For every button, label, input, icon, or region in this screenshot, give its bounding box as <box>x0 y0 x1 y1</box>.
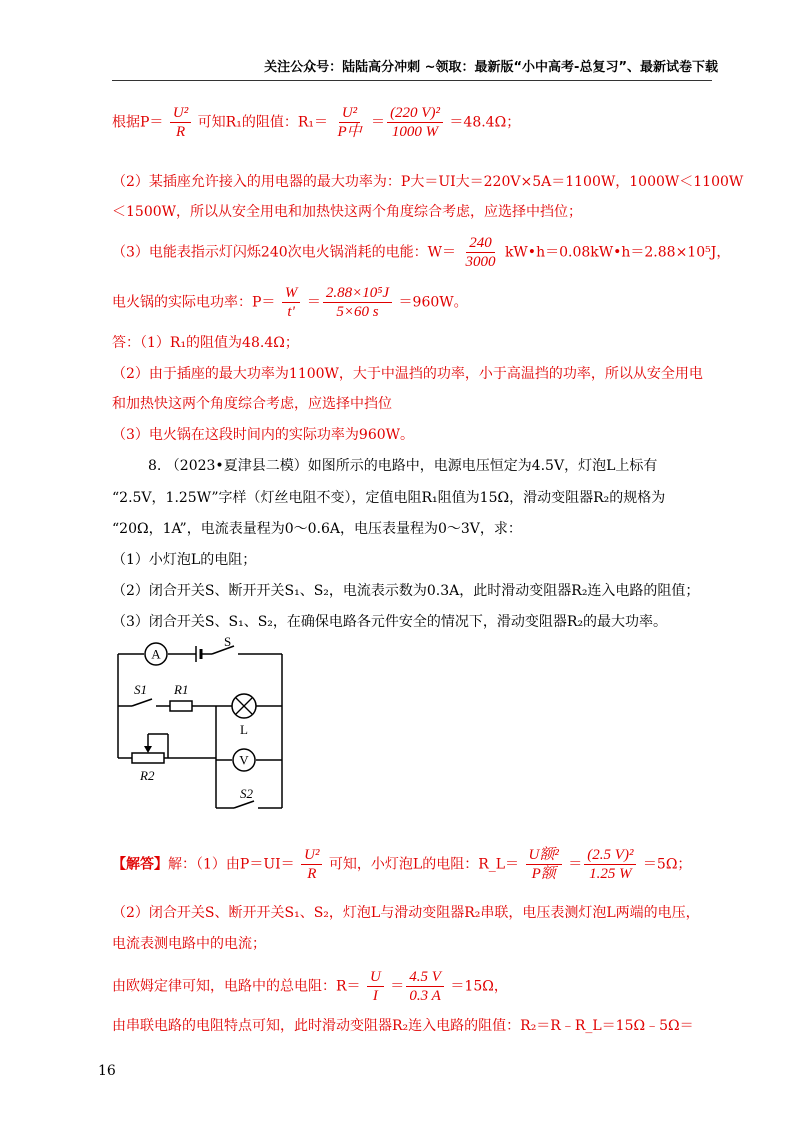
solution-line-2: （2）闭合开关S、断开开关S₁、S₂，灯泡L与滑动变阻器R₂串联，电压表测灯泡L两端的电压， <box>112 905 700 921</box>
fraction: $\frac{\text{U²}}{R}$ <box>170 104 191 141</box>
solution-line-3: 电流表测电路中的电流； <box>112 936 266 952</box>
fraction: $\frac{\text{(220 V)²}}{1000 W}$ <box>387 104 443 141</box>
switch-s-label: S <box>224 636 232 649</box>
circuit-diagram <box>112 636 292 822</box>
answer-line-3: 和加热快这两个角度综合考虑，应选择中挡位 <box>112 396 392 412</box>
text: 根据P＝ <box>112 114 164 131</box>
fraction: $\frac{\text{U额²}}{\text{P额}}$ <box>526 846 562 883</box>
fraction: $\frac{W}{t'}$ <box>282 284 301 321</box>
question-8-line-6: （3）闭合开关S、S₁、S₂，在确保电路各元件安全的情况下，滑动变阻器R₂的最大功率。 <box>112 614 668 630</box>
resistor-r2-label: R2 <box>140 768 155 783</box>
text: ＝48.4Ω； <box>449 114 521 131</box>
formula-power: 电火锅的实际电功率：P＝ $\frac{W}{t'}$ ＝ $\frac{\text{2.88×10⁵J}}{5\times 60 s}$ ＝960W。 <box>112 285 468 320</box>
question-8-line-4: （1）小灯泡L的电阻； <box>112 552 257 568</box>
resistor-r1-label: R1 <box>174 682 189 697</box>
formula-energy: （3）电能表指示灯闪烁240次电火锅消耗的电能：W＝ $\frac{240}{3000}$ kW•h＝0.08kW•h＝2.88×10⁵J， <box>112 235 731 270</box>
lamp-label: L <box>240 722 248 737</box>
fraction: $\frac{\text{U²}}{R}$ <box>301 846 322 883</box>
question-8-line-5: （2）闭合开关S、断开开关S₁、S₂，电流表示数为0.3A，此时滑动变阻器R₂连入电路的阻值； <box>112 583 700 599</box>
answer-line-4: （3）电火锅在这段时间内的实际功率为960W。 <box>112 427 415 443</box>
solution-line-5: 由串联电路的电阻特点可知，此时滑动变阻器R₂连入电路的阻值：R₂＝R﹣R_L＝15Ω﹣5Ω＝ <box>112 1018 694 1034</box>
fraction: $\frac{240}{3000}$ <box>465 235 496 270</box>
switch-s1-label: S1 <box>134 682 147 697</box>
question-8-line-2: “2.5V，1.25W”字样（灯丝电阻不变），定值电阻R₁阻值为15Ω，滑动变阻器R₂的规格为 <box>112 490 666 506</box>
text: 可知R₁的阻值：R₁＝ <box>197 114 328 131</box>
page-header: 关注公众号：陆陆高分冲刺 ~领取：最新版“小中高考-总复习”、最新试卷下载 <box>264 60 718 75</box>
voltmeter-label: V <box>239 752 249 768</box>
solution-line-4: 由欧姆定律可知，电路中的总电阻：R＝ $\frac{U}{I}$ ＝ $\frac{4.5 V}{0.3 A}$ ＝15Ω， <box>112 969 508 1004</box>
fraction: $\frac{U}{I}$ <box>367 968 384 1005</box>
formula-r1: 根据P＝ $\frac{\text{U²}}{R}$ 可知R₁的阻值：R₁＝ $\frac{\text{U²}}{\text{P中}}$ ＝ $\frac{\text{(220 V)²}}{1000 W}$ ＝48.4Ω； <box>112 105 521 140</box>
fraction: $\frac{4.5 V}{0.3 A}$ <box>406 968 444 1005</box>
para-2-line-2: ＜1500W，所以从安全用电和加热快这两个角度综合考虑，应选择中挡位； <box>112 204 583 220</box>
fraction: $\frac{\text{2.88×10⁵J}}{5\times 60 s}$ <box>323 284 392 321</box>
switch-s2-label: S2 <box>240 786 253 801</box>
fraction: $\frac{\text{U²}}{\text{P中}}$ <box>337 105 362 140</box>
fraction: $\frac{\text{(2.5 V)²}}{1.25 W}$ <box>584 846 636 883</box>
para-2-line-1: （2）某插座允许接入的用电器的最大功率为：P大＝UI大＝220V×5A＝1100W，1000W＜1100W <box>112 174 744 190</box>
answer-line-2: （2）由于插座的最大功率为1100W，大于中温挡的功率，小于高温挡的功率，所以从安全用电 <box>112 366 703 382</box>
solution-line-1: 【解答】解：（1）由P＝UI＝ $\frac{\text{U²}}{R}$ 可知，小灯泡L的电阻：R_L＝ $\frac{\text{U额²}}{\text{P额}}$ ＝ $\frac{\text{(2.5 V)²}}{1.25 W}$ ＝5Ω； <box>112 847 692 882</box>
ammeter-label: A <box>151 646 161 662</box>
answer-line-1: 答：（1）R₁的阻值为48.4Ω； <box>112 335 299 351</box>
question-8-line-1: 8. （2023•夏津县二模）如图所示的电路中，电源电压恒定为4.5V，灯泡L上标有 <box>148 458 658 474</box>
header-rule <box>112 80 712 81</box>
question-8-line-3: “20Ω，1A”，电流表量程为0～0.6A，电压表量程为0～3V，求： <box>112 521 522 537</box>
page-number: 16 <box>98 1063 116 1079</box>
